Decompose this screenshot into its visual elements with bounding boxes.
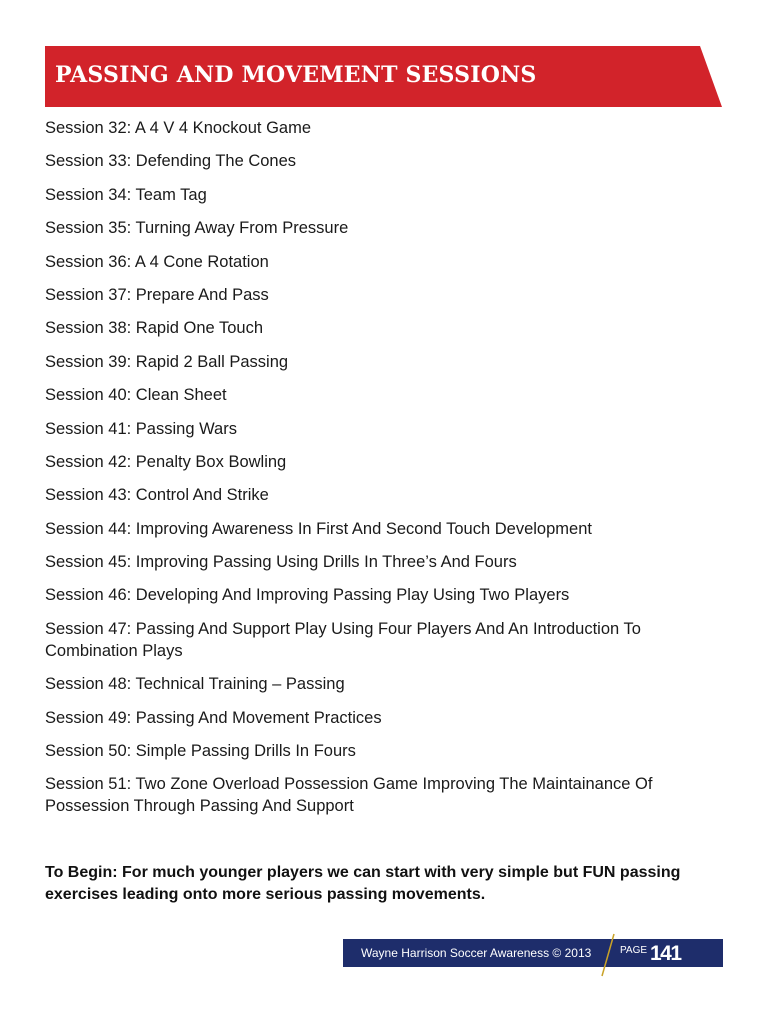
session-item: Session 43: Control And Strike — [45, 486, 269, 505]
session-item: Session 50: Simple Passing Drills In Fours — [45, 742, 356, 761]
session-item: Session 33: Defending The Cones — [45, 152, 297, 171]
session-item: Session 37: Prepare And Pass — [45, 285, 269, 304]
session-item: Session 48: Technical Training – Passing — [45, 675, 345, 694]
page-number: 141 — [650, 942, 681, 965]
session-item: Session 40: Clean Sheet — [45, 386, 227, 405]
header-banner — [45, 46, 722, 107]
footer-page-label: PAGE — [620, 945, 648, 956]
session-item: Session 32: A 4 V 4 Knockout Game — [45, 119, 311, 137]
intro-paragraph: To Begin: For much younger players we can start with very simple but FUN passing exercises leading onto more serious passing movements. — [45, 864, 681, 903]
session-item: Session 47: Passing And Support Play Using Four Players And An Introduction To Combination Plays — [45, 619, 641, 660]
session-item: Session 44: Improving Awareness In First And Second Touch Development — [45, 519, 592, 538]
session-item: Session 45: Improving Passing Using Drills In Three’s And Fours — [45, 553, 517, 572]
session-list — [45, 117, 735, 829]
session-item: Session 35: Turning Away From Pressure — [45, 219, 349, 238]
footer-credit: Wayne Harrison Soccer Awareness © 2013 — [361, 946, 592, 960]
session-item: Session 38: Rapid One Touch — [45, 319, 264, 338]
page-footer — [343, 937, 723, 969]
session-item: Session 46: Developing And Improving Passing Play Using Two Players — [45, 586, 570, 605]
page-title: PASSING AND MOVEMENT SESSIONS — [55, 62, 537, 88]
session-item: Session 49: Passing And Movement Practices — [45, 708, 382, 727]
session-item: Session 36: A 4 Cone Rotation — [45, 252, 269, 271]
session-item: Session 39: Rapid 2 Ball Passing — [45, 352, 289, 371]
session-item: Session 41: Passing Wars — [45, 419, 237, 438]
footer-divider-slash — [599, 933, 617, 977]
session-item: Session 51: Two Zone Overload Possession Game Improving The Maintainance Of Possession Through Passing And Support — [45, 775, 653, 816]
session-item: Session 42: Penalty Box Bowling — [45, 452, 287, 471]
session-item: Session 34: Team Tag — [45, 185, 207, 204]
